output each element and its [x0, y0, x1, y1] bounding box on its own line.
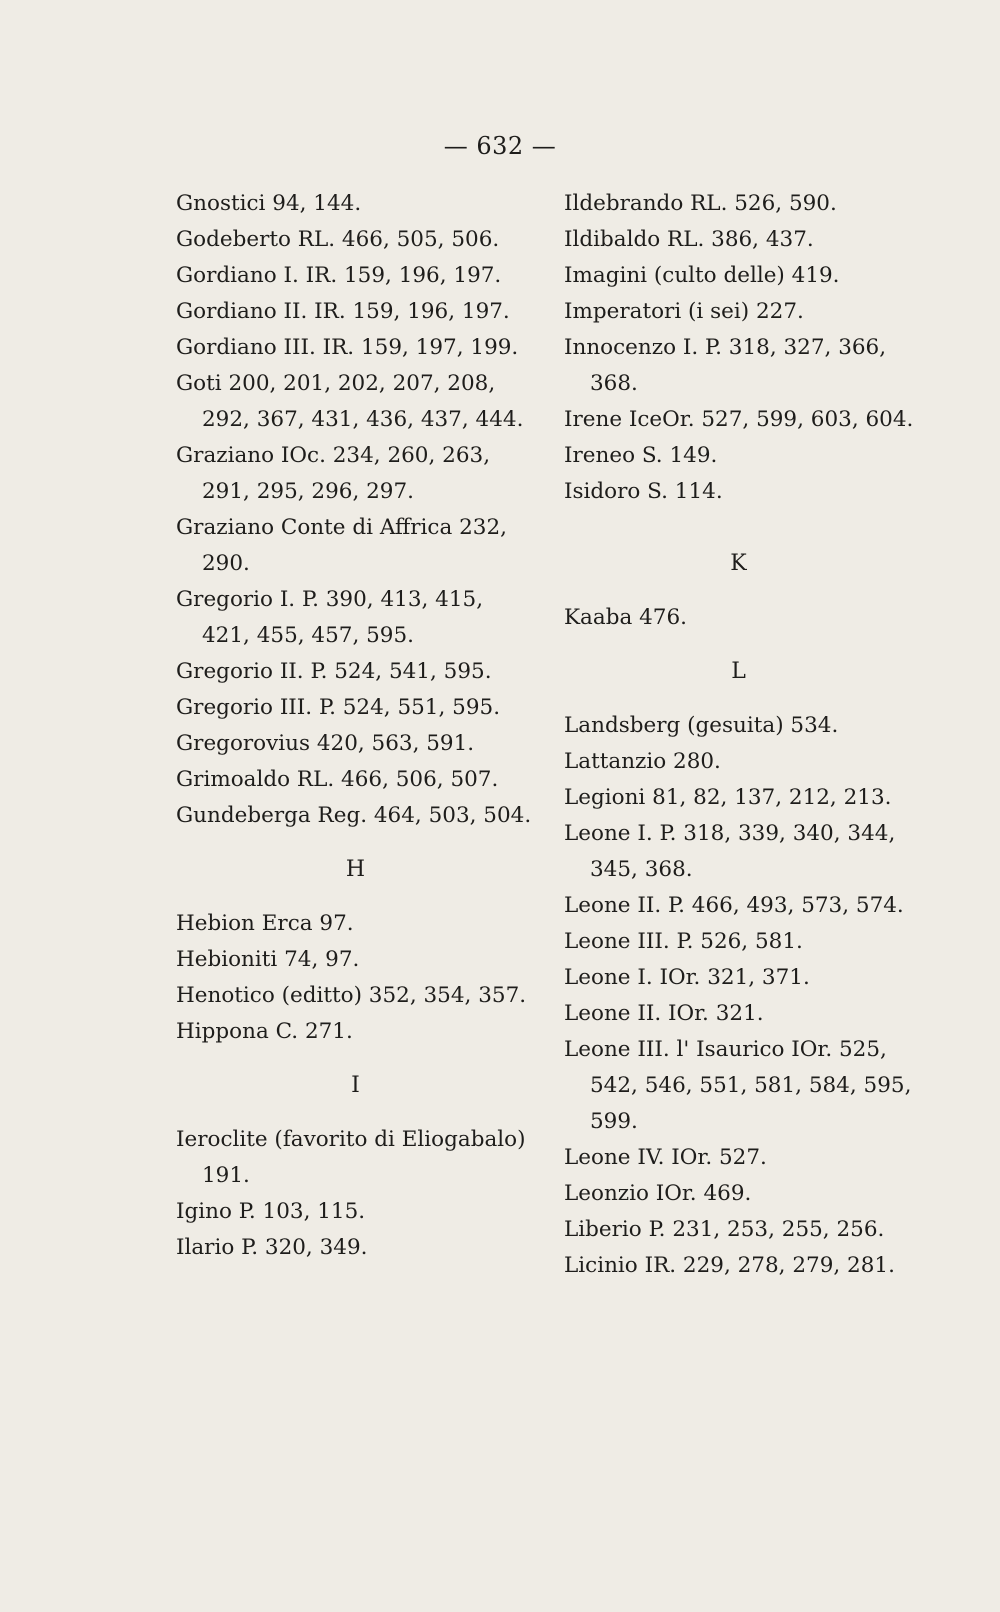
- section-letter-l: L: [731, 659, 747, 684]
- index-entry-continuation: 345, 368.: [590, 857, 693, 882]
- index-entry-continuation: 599.: [590, 1109, 638, 1134]
- index-entry: Ildibaldo RL. 386, 437.: [564, 227, 814, 252]
- index-entry: Isidoro S. 114.: [564, 479, 723, 504]
- index-entry: Legioni 81, 82, 137, 212, 213.: [564, 785, 892, 810]
- index-entry: Gregorio I. P. 390, 413, 415,: [176, 587, 484, 612]
- index-entry: Ilario P. 320, 349.: [176, 1235, 368, 1260]
- index-entry-continuation: 542, 546, 551, 581, 584, 595,: [590, 1073, 912, 1098]
- index-entry: Imperatori (i sei) 227.: [564, 299, 804, 324]
- index-entry: Landsberg (gesuita) 534.: [564, 713, 839, 738]
- index-entry-continuation: 292, 367, 431, 436, 437, 444.: [202, 407, 524, 432]
- index-entry: Gordiano III. IR. 159, 197, 199.: [176, 335, 519, 360]
- index-entry: Gundeberga Reg. 464, 503, 504.: [176, 803, 532, 828]
- section-letter-h: H: [345, 857, 367, 882]
- index-entry-continuation: 368.: [590, 371, 638, 396]
- index-entry: Gordiano II. IR. 159, 196, 197.: [176, 299, 510, 324]
- index-entry: Innocenzo I. P. 318, 327, 366,: [564, 335, 887, 360]
- index-entry: Leone III. P. 526, 581.: [564, 929, 803, 954]
- index-entry: Liberio P. 231, 253, 255, 256.: [564, 1217, 885, 1242]
- index-entry: Leone I. P. 318, 339, 340, 344,: [564, 821, 896, 846]
- index-entry: Kaaba 476.: [564, 605, 687, 630]
- index-entry: Leone I. IOr. 321, 371.: [564, 965, 810, 990]
- index-entry: Godeberto RL. 466, 505, 506.: [176, 227, 500, 252]
- index-entry: Ieroclite (favorito di Eliogabalo): [176, 1127, 526, 1152]
- index-entry: Grimoaldo RL. 466, 506, 507.: [176, 767, 499, 792]
- section-letter-i: I: [351, 1073, 361, 1098]
- index-entry: Irene IceOr. 527, 599, 603, 604.: [564, 407, 914, 432]
- index-column-right: [564, 186, 914, 1284]
- index-entry: Licinio IR. 229, 278, 279, 281.: [564, 1253, 895, 1278]
- index-entry-continuation: 421, 455, 457, 595.: [202, 623, 414, 648]
- index-entry: Gregorio III. P. 524, 551, 595.: [176, 695, 501, 720]
- index-entry: Graziano Conte di Affrica 232,: [176, 515, 507, 540]
- index-entry: Hebioniti 74, 97.: [176, 947, 360, 972]
- index-entry: Henotico (editto) 352, 354, 357.: [176, 983, 527, 1008]
- index-entry: Hebion Erca 97.: [176, 911, 354, 936]
- index-entry: Hippona C. 271.: [176, 1019, 353, 1044]
- index-entry: Ireneo S. 149.: [564, 443, 718, 468]
- index-entry: Leone II. IOr. 321.: [564, 1001, 764, 1026]
- index-entry: Graziano IOc. 234, 260, 263,: [176, 443, 491, 468]
- index-entry: Leone II. P. 466, 493, 573, 574.: [564, 893, 904, 918]
- index-entry: Imagini (culto delle) 419.: [564, 263, 840, 288]
- index-entry: Gregorio II. P. 524, 541, 595.: [176, 659, 492, 684]
- index-entry: Igino P. 103, 115.: [176, 1199, 366, 1224]
- index-entry: Lattanzio 280.: [564, 749, 721, 774]
- index-entry: Gnostici 94, 144.: [176, 191, 362, 216]
- index-entry: Leone IV. IOr. 527.: [564, 1145, 767, 1170]
- index-entry-continuation: 291, 295, 296, 297.: [202, 479, 414, 504]
- index-entry-continuation: 290.: [202, 551, 250, 576]
- section-letter-k: K: [730, 551, 748, 576]
- index-entry: Leone III. l' Isaurico IOr. 525,: [564, 1037, 887, 1062]
- index-entry: Gregorovius 420, 563, 591.: [176, 731, 475, 756]
- index-column-left: [176, 186, 536, 1266]
- index-entry: Leonzio IOr. 469.: [564, 1181, 752, 1206]
- index-entry: Gordiano I. IR. 159, 196, 197.: [176, 263, 502, 288]
- index-entry: Ildebrando RL. 526, 590.: [564, 191, 837, 216]
- index-entry-continuation: 191.: [202, 1163, 250, 1188]
- index-entry: Goti 200, 201, 202, 207, 208,: [176, 371, 496, 396]
- page-number: — 632 —: [443, 132, 557, 160]
